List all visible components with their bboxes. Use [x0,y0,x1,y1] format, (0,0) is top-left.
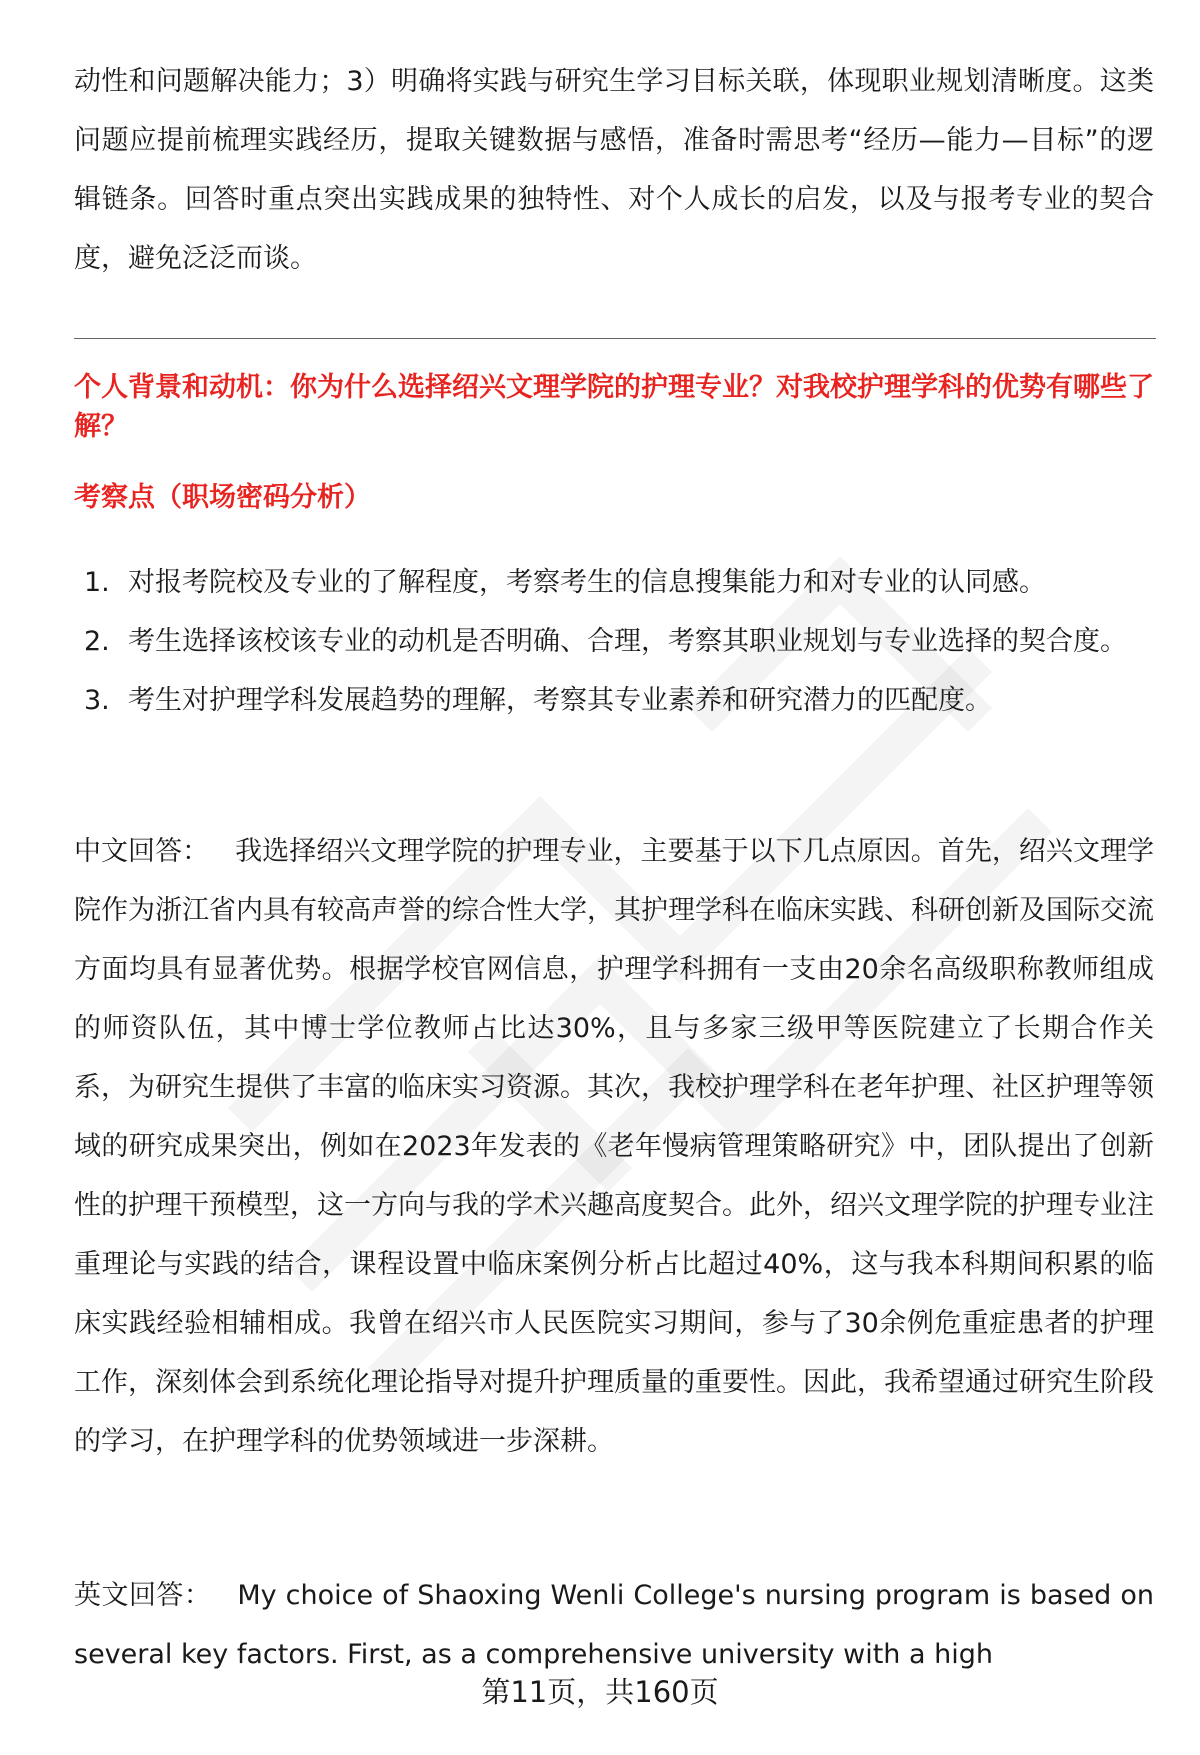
list-item-number: 3. [84,685,110,716]
list-item-text: 对报考院校及专业的了解程度，考察考生的信息搜集能力和对专业的认同感。 [128,567,1046,598]
english-answer-text: My choice of Shaoxing Wenli College's nursing program is based on several key factors. First, as a comprehensive university with a high [74,1580,1155,1670]
list-item [74,671,1154,730]
list-item [74,612,1154,671]
chinese-answer [74,822,1154,1471]
section-divider [74,338,1156,339]
assessment-points-list [74,553,1154,730]
chinese-answer-label: 中文回答： [74,836,210,867]
english-answer [74,1566,1154,1684]
page-number-footer: 第11页，共160页 [481,1675,719,1709]
chinese-answer-text: 我选择绍兴文理学院的护理专业，主要基于以下几点原因。首先，绍兴文理学院作为浙江省内具有较高声誉的综合性大学，其护理学科在临床实践、科研创新及国际交流方面均具有显著优势。根据学校官网信息，护理学科拥有一支由20余名高级职称教师组成的师资队伍，其中博士学位教师占比达30%，且与多家三级甲等医院建立了长期合作关系，为研究生提供了丰富的临床实习资源。其次，我校护理学科在老年护理、社区护理等领域的研究成果突出，例如在2023年发表的《老年慢病管理策略研究》中，团队提出了创新性的护理干预模型，这一方向与我的学术兴趣高度契合。此外，绍兴文理学院的护理专业注重理论与实践的结合，课程设置中临床案例分析占比超过40%，这与我本科期间积累的临床实践经验相辅相成。我曾在绍兴市人民医院实习期间，参与了30余例危重症患者的护理工作，深刻体会到系统化理论指导对提升护理质量的重要性。因此，我希望通过研究生阶段的学习，在护理学科的优势领域进一步深耕。 [74,836,1155,1457]
english-answer-label: 英文回答： [74,1580,212,1611]
list-item-number: 2. [84,626,110,657]
list-item-number: 1. [84,567,110,598]
intro-paragraph: 动性和问题解决能力；3）明确将实践与研究生学习目标关联，体现职业规划清晰度。这类问题应提前梳理实践经历，提取关键数据与感悟，准备时需思考“经历—能力—目标”的逻辑链条。回答时重点突出实践成果的独特性、对个人成长的启发，以及与报考专业的契合度，避免泛泛而谈。 [74,66,1154,274]
section-heading: 考察点（职场密码分析） [74,482,371,513]
question-heading: 个人背景和动机：你为什么选择绍兴文理学院的护理专业？对我校护理学科的优势有哪些了解？ [74,372,1154,442]
list-item-text: 考生对护理学科发展趋势的理解，考察其专业素养和研究潜力的匹配度。 [128,685,992,716]
list-item-text: 考生选择该校该专业的动机是否明确、合理，考察其职业规划与专业选择的契合度。 [128,626,1127,657]
list-item [74,553,1154,612]
